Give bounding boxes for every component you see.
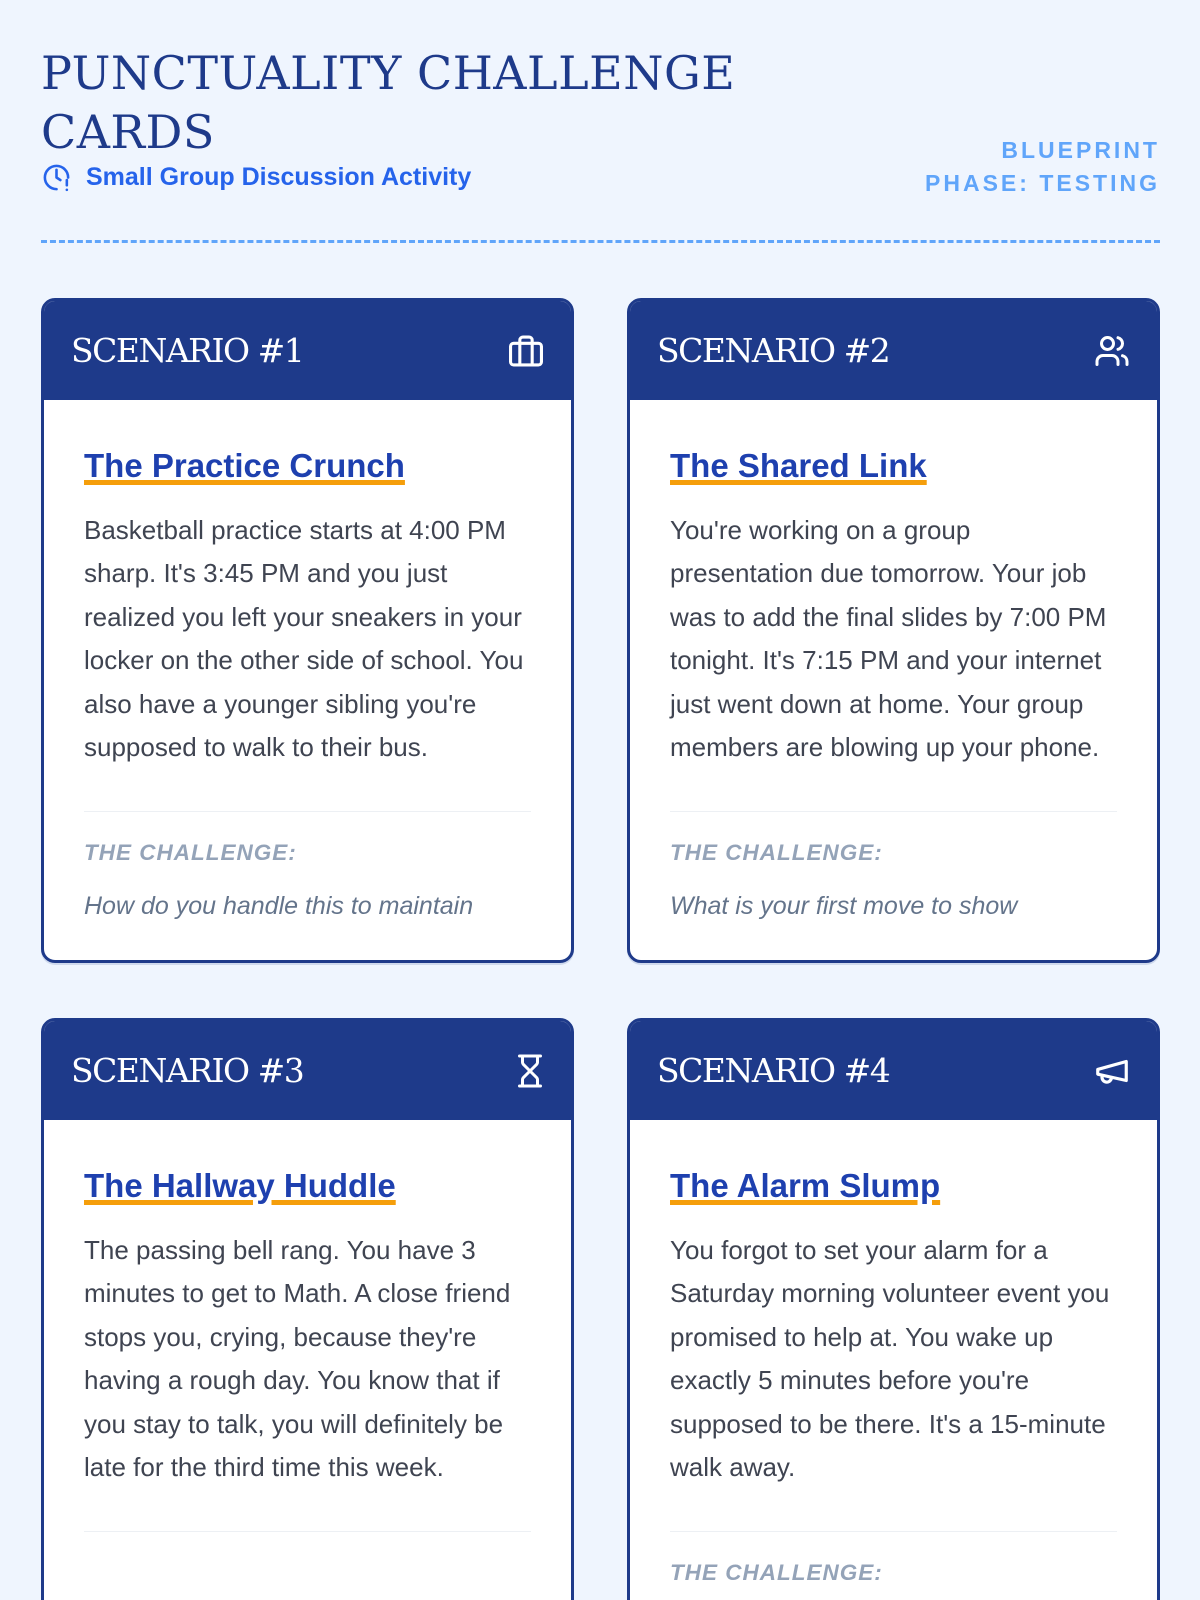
card-description: The passing bell rang. You have 3 minutes to get to Math. A close friend stops you, crying, because they're having a rough day. You know that if you stay to talk, you will definitely be late for the third time this week. — [84, 1235, 511, 1483]
card-label: SCENARIO #3 — [71, 1051, 304, 1090]
challenge-label: THE CHALLENGE: — [670, 840, 883, 866]
scenario-card-4 — [627, 1018, 1160, 1600]
card-header — [630, 1021, 1157, 1120]
card-description: Basketball practice starts at 4:00 PM sharp. It's 3:45 PM and you just realized you left your sneakers in your locker on the other side of school. You also have a younger sibling you're supposed to walk to their bus. — [84, 515, 524, 763]
card-title: The Hallway Huddle — [84, 1167, 396, 1204]
briefcase-icon — [507, 334, 545, 368]
card-divider — [84, 1531, 531, 1532]
challenge-label: THE CHALLENGE: — [84, 840, 297, 866]
header-divider — [41, 240, 1160, 243]
scenario-card-3 — [41, 1018, 574, 1600]
page-header — [41, 44, 1160, 244]
card-header — [44, 1021, 571, 1120]
card-title: The Practice Crunch — [84, 447, 405, 484]
card-description: You're working on a group presentation due tomorrow. Your job was to add the final slides by 7:00 PM tonight. It's 7:15 PM and your internet just went down at home. Your group members are blowing up your phone. — [670, 515, 1107, 763]
card-header — [630, 301, 1157, 400]
clock-alert-icon — [41, 162, 72, 193]
scenario-card-2 — [627, 298, 1160, 963]
card-label: SCENARIO #4 — [657, 1051, 890, 1090]
card-label: SCENARIO #2 — [657, 331, 890, 370]
users-icon — [1093, 333, 1131, 369]
hourglass-icon — [515, 1052, 545, 1090]
card-divider — [670, 1531, 1117, 1532]
page-title: PUNCTUALITY CHALLENGE CARDS — [41, 46, 736, 159]
card-title: The Alarm Slump — [670, 1167, 941, 1204]
page-subtitle: Small Group Discussion Activity — [86, 163, 472, 191]
phase-label: BLUEPRINT PHASE: TESTING — [925, 137, 1160, 196]
challenge-question: What is your first move to show — [670, 892, 1018, 921]
card-label: SCENARIO #1 — [71, 331, 304, 370]
megaphone-icon — [1093, 1052, 1131, 1090]
subtitle-row — [41, 162, 471, 193]
card-divider — [84, 811, 531, 812]
challenge-label: THE CHALLENGE: — [670, 1560, 883, 1586]
card-title: The Shared Link — [670, 447, 927, 484]
scenario-card-1 — [41, 298, 574, 963]
card-divider — [670, 811, 1117, 812]
card-description: You forgot to set your alarm for a Saturday morning volunteer event you promised to help at. You wake up exactly 5 minutes before you're supposed to be there. It's a 15-minute walk away. — [670, 1235, 1110, 1483]
challenge-question: How do you handle this to maintain — [84, 892, 474, 921]
card-header — [44, 301, 571, 400]
